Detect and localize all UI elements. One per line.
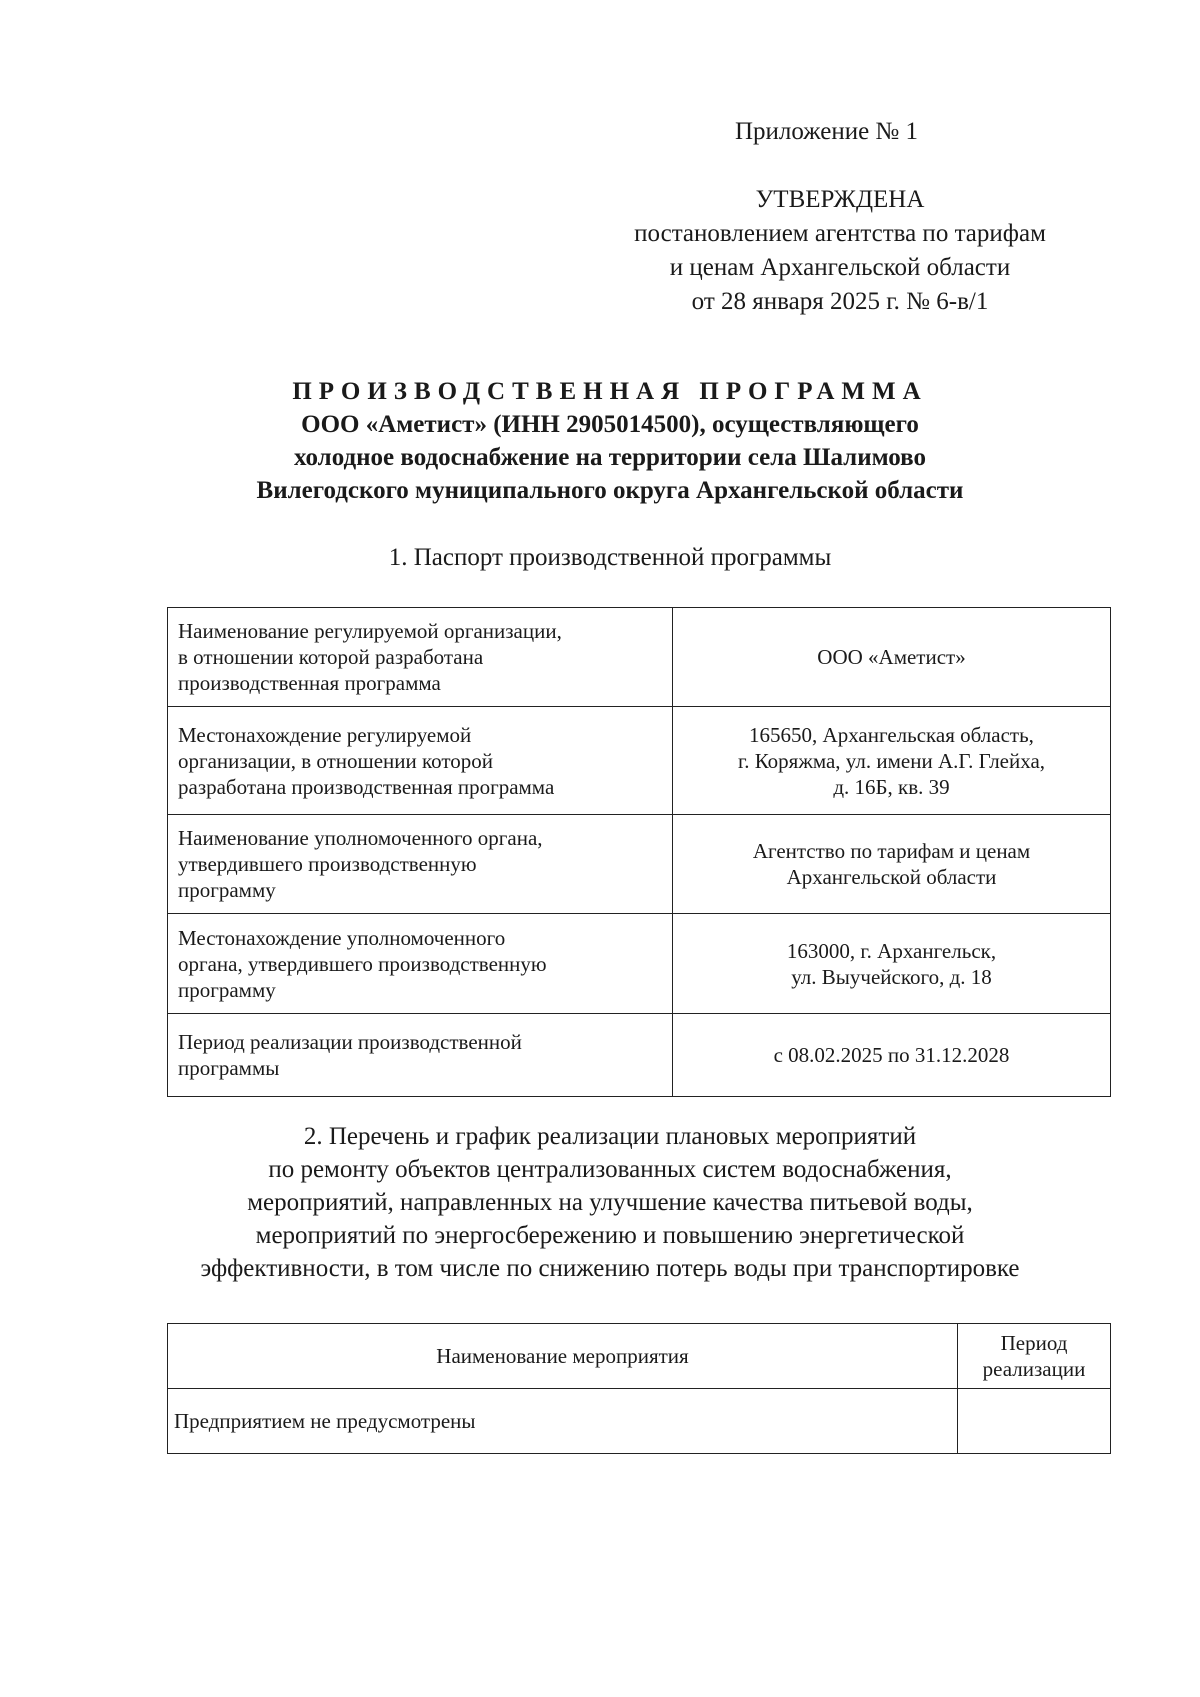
passport-label-cell [168,815,673,914]
passport-table [167,607,1111,1097]
table-row [168,1389,1111,1454]
cell-line: программу [178,878,276,902]
cell-line: Местонахождение регулируемой [178,722,472,747]
cell-line: органа, утвердившего производственную [178,951,547,976]
passport-value-cell [673,815,1111,914]
approved-line: постановлением агентства по тарифам [634,220,1046,247]
cell-line: утвердившего производственную [178,852,477,876]
table-row [168,1014,1111,1097]
approved-line: и ценам Архангельской области [669,254,1011,281]
cell-line: Архангельской области [786,865,997,889]
cell-line: Наименование регулируемой организации, [178,619,562,643]
heading-line: 2. Перечень и график реализации плановых мероприятий [303,1123,917,1150]
program-title: ПРОИЗВОДСТВЕННАЯ ПРОГРАММА [292,378,928,405]
column-header-period [958,1324,1111,1389]
cell-line: Местонахождение уполномоченного [178,925,506,950]
measures-table [167,1323,1111,1454]
cell-line: разработана производственная программа [178,774,555,799]
cell-line: с 08.02.2025 по 31.12.2028 [773,1043,1010,1067]
approved-line: УТВЕРЖДЕНА [755,186,925,213]
cell-line: 165650, Архангельская область, [749,722,1034,747]
heading-line: мероприятий, направленных на улучшение качества питьевой воды, [247,1189,973,1216]
cell-line: ул. Выучейского, д. 18 [791,964,992,989]
table-header-row [168,1324,1111,1389]
passport-value-cell [673,1014,1111,1097]
measure-name-cell: Предприятием не предусмотрены [168,1389,958,1454]
title-line: холодное водоснабжение на территории села Шалимово [293,444,927,471]
heading-line: эффективности, в том числе по снижению потерь воды при транспортировке [200,1255,1020,1282]
section1-heading: 1. Паспорт производственной программы [388,544,832,571]
heading-line: по ремонту объектов централизованных систем водоснабжения, [268,1156,952,1183]
cell-line: в отношении которой разработана [178,645,484,669]
approval-stamp-text [600,183,1080,319]
passport-value-cell [673,707,1111,815]
table-row [168,608,1111,707]
column-header-name: Наименование мероприятия [168,1324,958,1389]
heading-line: мероприятий по энергосбережению и повышению энергетической [255,1222,965,1249]
cell-line: реализации [982,1357,1086,1381]
cell-line: Наименование уполномоченного органа, [178,826,543,850]
passport-label-cell [168,914,673,1014]
table-row [168,914,1111,1014]
document-title [150,375,1070,507]
cell-line: организации, в отношении которой [178,748,493,773]
cell-line: программу [178,977,276,1002]
cell-line: производственная программа [178,671,441,695]
table-row [168,707,1111,815]
passport-value-cell [673,914,1111,1014]
cell-line: д. 16Б, кв. 39 [833,774,950,799]
section2-heading [150,1120,1070,1285]
passport-label-cell [168,1014,673,1097]
passport-label-cell [168,608,673,707]
measure-period-cell [958,1389,1111,1454]
cell-line: г. Коряжма, ул. имени А.Г. Глейха, [737,748,1046,773]
table-row [168,815,1111,914]
title-line: ООО «Аметист» (ИНН 2905014500), осуществляющего [301,411,919,438]
cell-line: программы [178,1056,280,1080]
cell-line: 163000, г. Архангельск, [786,938,997,963]
appendix-label: Приложение № 1 [735,118,919,145]
passport-label-cell [168,707,673,815]
passport-value-cell [673,608,1111,707]
cell-line: Период реализации производственной [178,1030,522,1054]
cell-line: Период [1000,1331,1068,1355]
cell-line: Агентство по тарифам и ценам [752,839,1031,863]
cell-line: ООО «Аметист» [817,645,966,669]
title-line: Вилегодского муниципального округа Архангельской области [256,477,964,504]
approved-line: от 28 января 2025 г. № 6-в/1 [691,288,989,315]
